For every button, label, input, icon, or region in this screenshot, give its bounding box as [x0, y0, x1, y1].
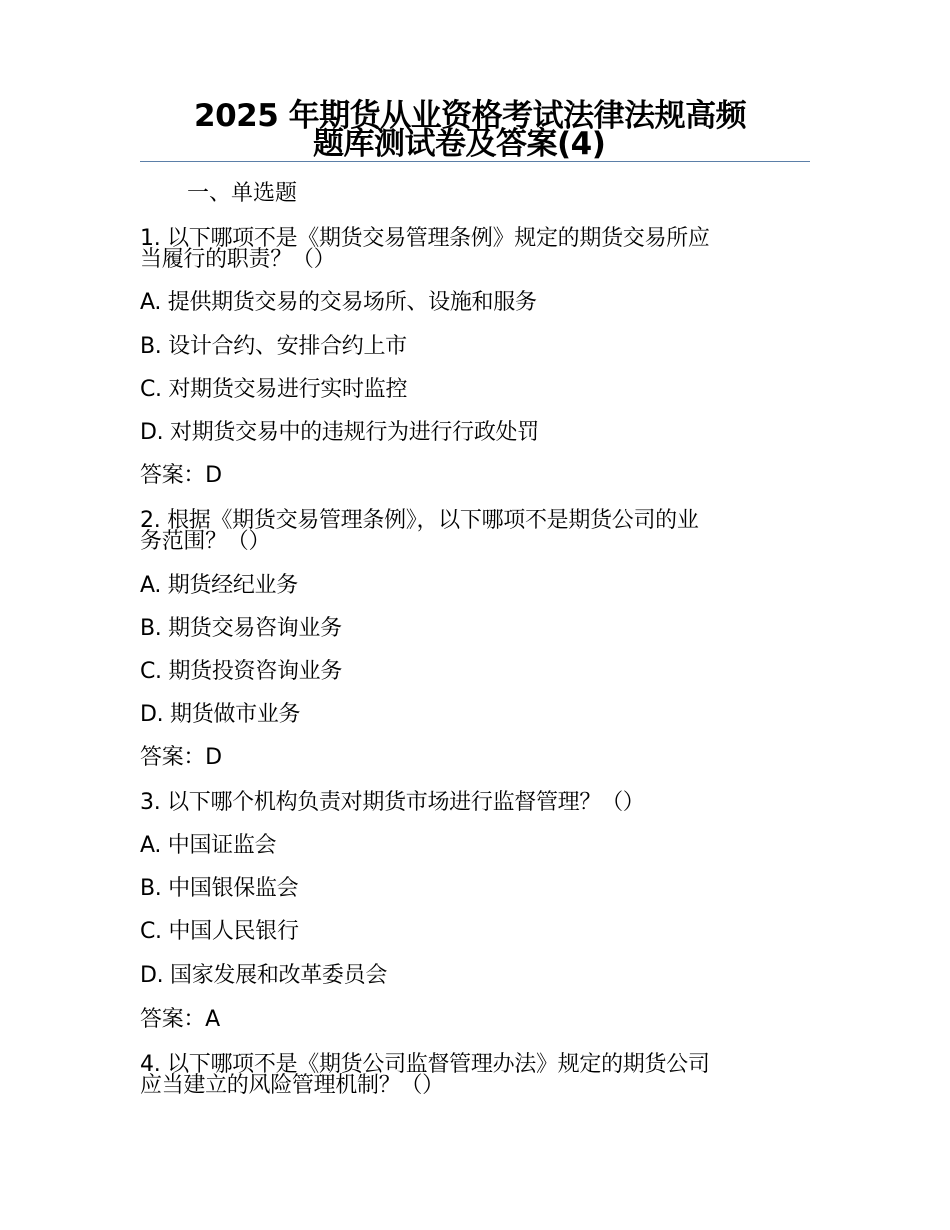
- question-3-stem: 3. 以下哪个机构负责对期货市场进行监督管理？（）: [140, 790, 645, 815]
- question-1-option-d: D. 对期货交易中的违规行为进行行政处罚: [140, 420, 539, 445]
- question-1-stem: [140, 228, 800, 270]
- question-3-option-c: C. 中国人民银行: [140, 919, 299, 944]
- question-2-option-d: D. 期货做市业务: [140, 702, 301, 727]
- title-line-1: 2025 年期货从业资格考试法律法规高频: [194, 98, 747, 134]
- question-3-option-a: A. 中国证监会: [140, 833, 277, 858]
- question-2-option-b: B. 期货交易咨询业务: [140, 616, 342, 641]
- title-divider: [140, 161, 810, 162]
- question-stem-line: 4. 以下哪项不是《期货公司监督管理办法》规定的期货公司: [140, 1052, 710, 1077]
- question-stem-line: 1. 以下哪项不是《期货交易管理条例》规定的期货交易所应: [140, 226, 710, 251]
- question-2-option-c: C. 期货投资咨询业务: [140, 659, 343, 684]
- question-1-answer: 答案：D: [140, 463, 222, 488]
- question-3-option-b: B. 中国银保监会: [140, 876, 299, 901]
- question-2-option-a: A. 期货经纪业务: [140, 573, 298, 598]
- question-1-option-a: A. 提供期货交易的交易场所、设施和服务: [140, 290, 537, 315]
- question-4-stem: [140, 1054, 800, 1096]
- question-stem-line: 2. 根据《期货交易管理条例》，以下哪项不是期货公司的业: [140, 508, 699, 533]
- document-title: [140, 98, 810, 162]
- question-3-option-d: D. 国家发展和改革委员会: [140, 963, 388, 988]
- title-line-2: 题库测试卷及答案(4): [313, 126, 606, 162]
- question-3-answer: 答案：A: [140, 1007, 220, 1032]
- question-stem-line: 应当建立的风险管理机制？（）: [140, 1073, 444, 1098]
- question-1-option-b: B. 设计合约、安排合约上市: [140, 334, 407, 359]
- question-stem-line: 当履行的职责？（）: [140, 247, 336, 272]
- question-2-answer: 答案：D: [140, 745, 222, 770]
- question-2-stem: [140, 510, 800, 552]
- question-1-option-c: C. 对期货交易进行实时监控: [140, 377, 408, 402]
- section-heading: 一、单选题: [187, 181, 298, 206]
- question-stem-line: 务范围？（）: [140, 529, 271, 554]
